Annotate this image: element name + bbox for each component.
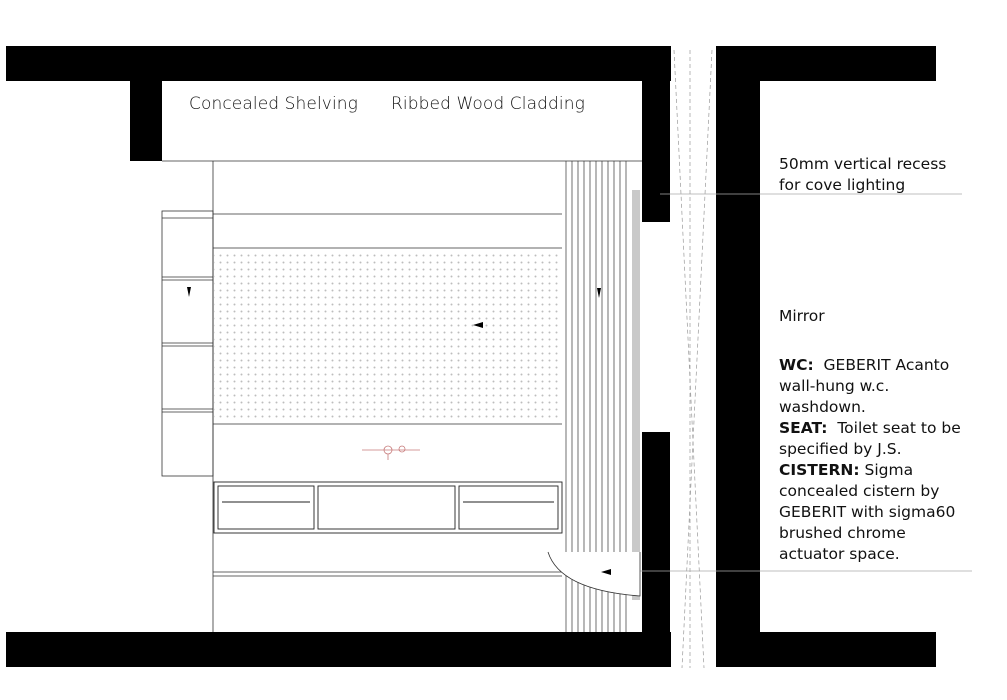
recess-line2: for cove lighting [779,176,906,194]
top-wall [6,46,671,81]
wc-line3: washdown. [779,398,866,416]
seat-heading: SEAT: [779,419,828,437]
vanity-unit [214,482,562,533]
wc-line2: wall-hung w.c. [779,377,890,395]
seat-text: Toilet seat to be [837,419,961,437]
seat-line2: specified by J.S. [779,440,902,458]
cistern-heading: CISTERN: [779,461,860,479]
label-ribbed-cladding: Ribbed Wood Cladding [391,94,585,114]
cistern-line4: brushed chrome [779,524,906,542]
bottom-wall [6,632,671,667]
recess-line1: 50mm vertical recess [779,155,947,173]
wc-outline [548,552,640,596]
section-lines [674,50,712,668]
cistern-line5: actuator space. [779,545,900,563]
shelving-unit [162,211,213,476]
right-room-left-wall [716,46,760,667]
seat-line1 [779,418,989,439]
cistern-line2: concealed cistern by [779,482,940,500]
label-concealed-shelving: Concealed Shelving [189,94,358,114]
right-jamb-upper [642,46,670,222]
perforated-panel [214,250,561,422]
cistern-line3: GEBERIT with sigma60 [779,503,956,521]
cistern-line1 [779,460,989,481]
cove-recess [632,190,640,600]
wc-heading: WC: [779,356,814,374]
wc-line1 [779,355,989,376]
right-jamb-lower [642,432,670,664]
top-wall-left-drop [130,46,162,161]
cistern-text: Sigma [864,461,914,479]
wc-text: GEBERIT Acanto [823,356,950,374]
tap-fixture [362,446,420,460]
label-mirror: Mirror [779,307,825,325]
label-recess [779,154,989,196]
right-room-bottom-wall [716,632,936,667]
spec-block [779,355,989,565]
